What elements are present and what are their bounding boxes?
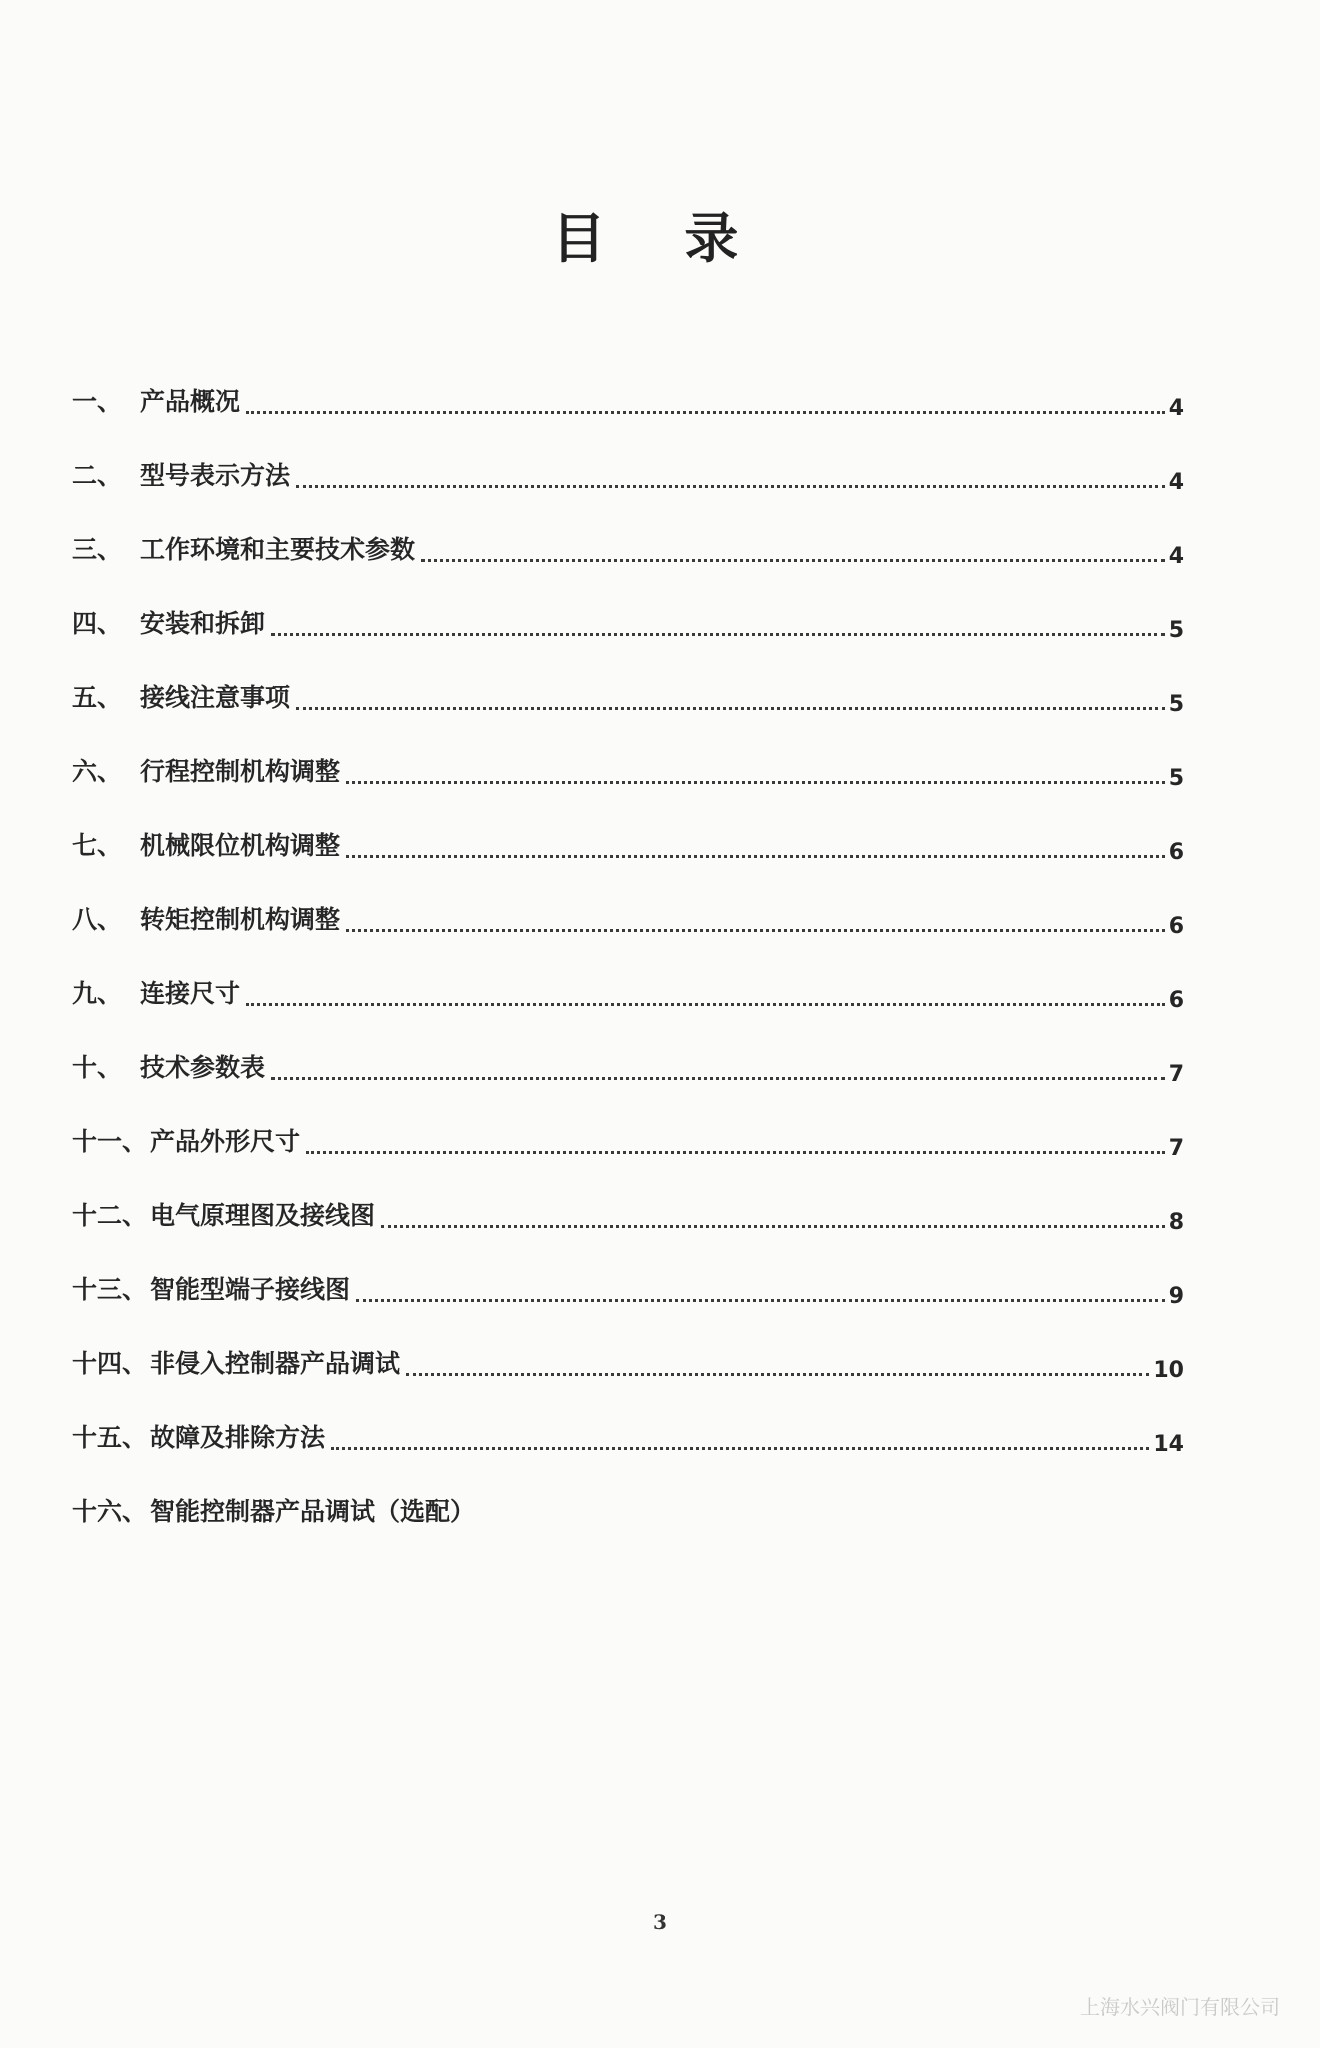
toc-entry-5 — [72, 664, 1184, 738]
toc-entry-2 — [72, 442, 1184, 516]
toc-leader-dots — [406, 1373, 1149, 1376]
toc-leader-dots — [306, 1151, 1165, 1154]
toc-entry-9 — [72, 960, 1184, 1034]
watermark-text: 上海水兴阀门有限公司 — [1080, 1995, 1280, 2019]
toc-entry-number: 九、 — [72, 979, 123, 1008]
toc-entry-label: 安装和拆卸 — [140, 609, 266, 638]
toc-entry-1 — [72, 368, 1184, 442]
toc-entry-label: 工作环境和主要技术参数 — [140, 535, 416, 564]
toc-entry-label: 智能型端子接线图 — [150, 1275, 351, 1304]
toc-entry-label: 产品外形尺寸 — [150, 1127, 301, 1156]
toc-entry-label: 型号表示方法 — [140, 461, 291, 490]
toc-leader-dots — [356, 1299, 1165, 1302]
page-title: 目 录 — [551, 207, 769, 270]
toc-entry-number: 十、 — [72, 1053, 123, 1082]
toc-entry-12 — [72, 1182, 1184, 1256]
toc-entry-8 — [72, 886, 1184, 960]
toc-entry-number: 六、 — [72, 757, 123, 786]
toc-entry-number: 十四、 — [72, 1349, 148, 1378]
toc-entry-number: 七、 — [72, 831, 123, 860]
table-of-contents — [72, 368, 1184, 1552]
toc-entry-13 — [72, 1256, 1184, 1330]
toc-entry-page: 9 — [1168, 1284, 1184, 1309]
toc-entry-label: 故障及排除方法 — [150, 1423, 326, 1452]
toc-entry-3 — [72, 516, 1184, 590]
toc-entry-label: 电气原理图及接线图 — [150, 1201, 376, 1230]
toc-leader-dots — [246, 1003, 1165, 1006]
toc-entry-page: 4 — [1168, 396, 1184, 421]
toc-entry-label: 机械限位机构调整 — [140, 831, 341, 860]
toc-entry-number: 一、 — [72, 387, 123, 416]
toc-entry-page: 14 — [1153, 1432, 1184, 1457]
toc-entry-page: 4 — [1168, 544, 1184, 569]
toc-entry-page: 5 — [1168, 618, 1184, 643]
toc-entry-page: 6 — [1168, 988, 1184, 1013]
toc-entry-number: 十一、 — [72, 1127, 148, 1156]
toc-entry-page: 7 — [1168, 1136, 1184, 1161]
toc-entry-label: 非侵入控制器产品调试 — [150, 1349, 401, 1378]
toc-entry-10 — [72, 1034, 1184, 1108]
toc-leader-dots — [271, 633, 1165, 636]
toc-entry-number: 十二、 — [72, 1201, 148, 1230]
toc-entry-number: 十五、 — [72, 1423, 148, 1452]
toc-leader-dots — [421, 559, 1165, 562]
toc-entry-14 — [72, 1330, 1184, 1404]
toc-entry-number: 八、 — [72, 905, 123, 934]
toc-entry-page: 5 — [1168, 692, 1184, 717]
toc-leader-dots — [346, 855, 1165, 858]
toc-entry-16 — [72, 1478, 1184, 1552]
toc-entry-page: 8 — [1168, 1210, 1184, 1235]
toc-entry-number: 三、 — [72, 535, 123, 564]
toc-entry-page: 5 — [1168, 766, 1184, 791]
page-number: 3 — [653, 1910, 667, 1934]
toc-entry-label: 智能控制器产品调试（选配） — [150, 1497, 476, 1526]
toc-entry-number: 十六、 — [72, 1497, 148, 1526]
toc-leader-dots — [346, 781, 1165, 784]
toc-entry-6 — [72, 738, 1184, 812]
toc-entry-page: 10 — [1153, 1358, 1184, 1383]
toc-entry-label: 连接尺寸 — [140, 979, 241, 1008]
toc-entry-number: 四、 — [72, 609, 123, 638]
toc-entry-label: 产品概况 — [140, 387, 241, 416]
toc-entry-7 — [72, 812, 1184, 886]
toc-leader-dots — [331, 1447, 1149, 1450]
toc-entry-4 — [72, 590, 1184, 664]
toc-entry-label: 接线注意事项 — [140, 683, 291, 712]
toc-entry-number: 五、 — [72, 683, 123, 712]
toc-entry-label: 转矩控制机构调整 — [140, 905, 341, 934]
toc-entry-number: 十三、 — [72, 1275, 148, 1304]
toc-entry-15 — [72, 1404, 1184, 1478]
toc-entry-page: 6 — [1168, 914, 1184, 939]
toc-leader-dots — [346, 929, 1165, 932]
toc-entry-11 — [72, 1108, 1184, 1182]
toc-entry-label: 技术参数表 — [140, 1053, 266, 1082]
toc-entry-page: 7 — [1168, 1062, 1184, 1087]
toc-leader-dots — [296, 707, 1165, 710]
toc-leader-dots — [246, 411, 1165, 414]
toc-entry-number: 二、 — [72, 461, 123, 490]
toc-entry-page: 4 — [1168, 470, 1184, 495]
toc-leader-dots — [296, 485, 1165, 488]
toc-entry-page: 6 — [1168, 840, 1184, 865]
toc-entry-label: 行程控制机构调整 — [140, 757, 341, 786]
toc-leader-dots — [271, 1077, 1165, 1080]
toc-leader-dots — [381, 1225, 1165, 1228]
